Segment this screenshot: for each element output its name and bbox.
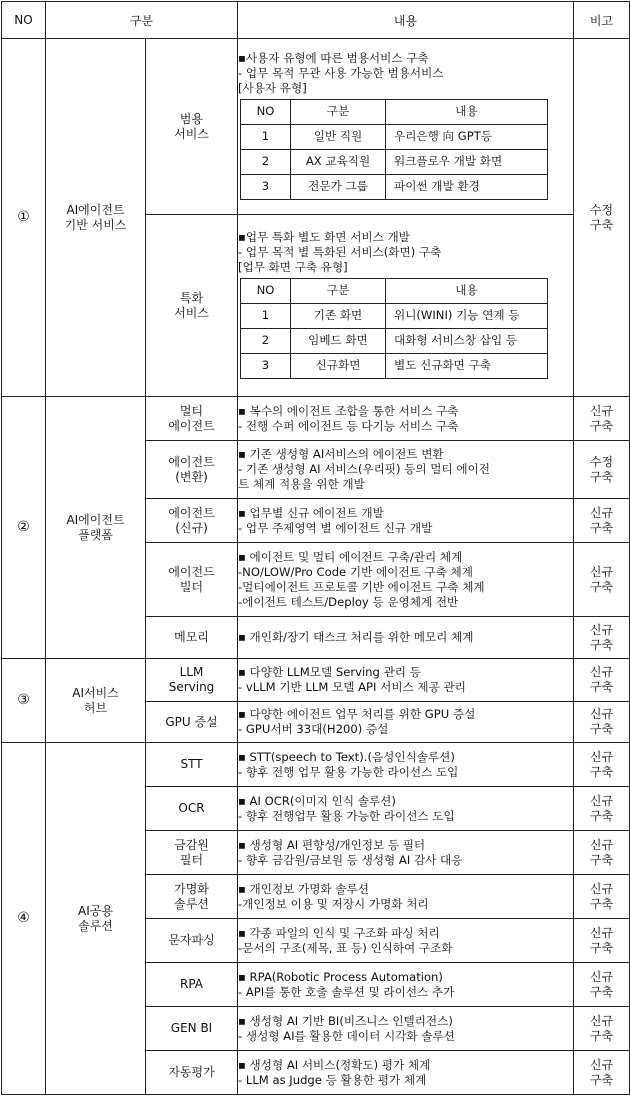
content-line: - 생성형 AI를 활용한 데이터 시각화 솔루션: [238, 1028, 455, 1043]
content-line: - LLM as Judge 등 활용한 평가 체계: [238, 1072, 427, 1087]
sub-header-no: NO: [241, 99, 291, 124]
content-line: ▪ 생성형 AI 서비스(정확도) 평가 체계: [238, 1057, 431, 1072]
content-line: [사용자 유형]: [238, 80, 307, 95]
sub-header-content: 내용: [386, 278, 548, 303]
content-cell: [238, 39, 574, 215]
sub-cell: 신규화면: [291, 353, 386, 378]
note-cell: 수정 구축: [574, 441, 630, 499]
note-cell: 신규 구축: [574, 963, 630, 1007]
sub-category: LLM Serving: [146, 659, 238, 702]
content-line: - 업무 주제영역 별 에이전트 신규 개발: [238, 520, 433, 535]
content-line: ▪ 각종 파일의 인식 및 구조화 파싱 처리: [238, 925, 440, 940]
group-1-name: AI에이전트 기반 서비스: [46, 39, 146, 397]
group-4-row-1: [2, 743, 630, 787]
content-cell: [238, 543, 574, 617]
group-4-no: ④: [2, 743, 46, 1095]
content-line: -멀티에이전트 프로토콜 기반 에이전트 구축 체계: [238, 579, 485, 594]
content-line: -문서의 구조(제목, 표 등) 인식하여 구조화: [238, 940, 453, 955]
group-1-no: ①: [2, 39, 46, 397]
content-line: -에이전트 테스트/Deploy 등 운영체계 전반: [238, 594, 459, 609]
header-content: 내용: [238, 2, 574, 39]
sub-cell: 위니(WINI) 기능 연계 등: [386, 303, 548, 328]
sub-cell: 파이썬 개발 환경: [386, 174, 548, 199]
content-line: 트 체계 적용을 위한 개발: [238, 477, 365, 491]
header-row: [2, 2, 630, 39]
sub-cell: AX 교육직원: [291, 149, 386, 174]
sub-category: STT: [146, 743, 238, 787]
group-2-name: AI에이전트 플랫폼: [46, 397, 146, 659]
content-line: - 업무 목적 무관 사용 가능한 범용서비스: [238, 65, 444, 80]
note-cell: 신규 구축: [574, 1007, 630, 1051]
content-line: - vLLM 기반 LLM 모델 API 서비스 제공 관리: [238, 680, 466, 694]
content-cell: [238, 875, 574, 919]
content-line: [업무 화면 구축 유형]: [238, 259, 348, 274]
sub-category: 멀티 에이전트: [146, 397, 238, 441]
content-line: - API를 통한 호출 솔루션 및 라이선스 추가: [238, 984, 455, 999]
sub-cell: 워크플로우 개발 화면: [386, 149, 548, 174]
content-cell: [238, 659, 574, 702]
note-cell: 신규 구축: [574, 743, 630, 787]
content-cell: [238, 787, 574, 831]
content-line: - 향후 금감원/금보원 등 생성형 AI 감사 대응: [238, 852, 463, 867]
content-line: ▪ 다양한 LLM모델 Serving 관리 등: [238, 665, 421, 679]
content-cell: [238, 617, 574, 659]
sub-category: 가명화 솔루션: [146, 875, 238, 919]
note-cell: 신규 구축: [574, 499, 630, 543]
content-cell: [238, 963, 574, 1007]
sub-cell: 3: [241, 174, 291, 199]
sub-cell: 2: [241, 149, 291, 174]
group-1-row-1: [2, 39, 630, 215]
content-cell: [238, 215, 574, 397]
sub-cell: 별도 신규화면 구축: [386, 353, 548, 378]
sub-header-no: NO: [241, 278, 291, 303]
note-cell: 신규 구축: [574, 875, 630, 919]
content-line: ▪ 기존 생성형 AI서비스의 에이전트 변환: [238, 447, 444, 461]
group-4-name: AI공용 솔루션: [46, 743, 146, 1095]
sub-cell: 대화형 서비스창 삽입 등: [386, 328, 548, 353]
content-line: ▪ 개인화/장기 태스크 처리를 위한 메모리 체계: [238, 630, 474, 644]
sub-cell: 일반 직원: [291, 124, 386, 149]
content-cell: [238, 499, 574, 543]
content-cell: [238, 397, 574, 441]
content-cell: [238, 1007, 574, 1051]
sub-table-header: [241, 99, 548, 124]
content-line: ▪ 업무별 신규 에이전트 개발: [238, 505, 384, 520]
sub-category: 에이전트 (신규): [146, 499, 238, 543]
sub-category: 에이전트 (변환): [146, 441, 238, 499]
content-line: ▪ STT(speech to Text).(음성인식솔루션): [238, 749, 455, 764]
sub-cell: 2: [241, 328, 291, 353]
sub-category: 문자파싱: [146, 919, 238, 963]
content-line: ▪ 생성형 AI 편향성/개인정보 등 필터: [238, 837, 426, 852]
content-cell: [238, 919, 574, 963]
sub-table-header: [241, 278, 548, 303]
sub-category: 범용 서비스: [146, 39, 238, 215]
sub-cell: 1: [241, 124, 291, 149]
content-line: ▪ 에이전트 및 멀티 에이전트 구축/관리 체계: [238, 549, 463, 564]
content-cell: [238, 743, 574, 787]
user-type-table: [240, 99, 548, 200]
note-cell: 신규 구축: [574, 787, 630, 831]
content-cell: [238, 702, 574, 743]
sub-header-category: 구분: [291, 278, 386, 303]
sub-category: 에이전드 빌더: [146, 543, 238, 617]
header-no: NO: [2, 2, 46, 39]
header-category: 구분: [46, 2, 238, 39]
note-cell: 신규 구축: [574, 1051, 630, 1095]
sub-table-row: [241, 328, 548, 353]
sub-table-row: [241, 149, 548, 174]
sub-category: OCR: [146, 787, 238, 831]
sub-table-row: [241, 303, 548, 328]
note-cell: 신규 구축: [574, 702, 630, 743]
screen-type-table: [240, 278, 548, 379]
content-line: ▪사용자 유형에 따른 범용서비스 구축: [238, 50, 429, 65]
content-line: ▪업무 특화 별도 화면 서비스 개발: [238, 229, 410, 244]
content-line: ▪ AI OCR(이미지 인식 솔루션): [238, 793, 396, 808]
sub-cell: 임베드 화면: [291, 328, 386, 353]
group-3-no: ③: [2, 659, 46, 743]
group-3-row-1: [2, 659, 630, 702]
note-cell: 신규 구축: [574, 659, 630, 702]
ai-project-table: [1, 1, 630, 1095]
content-line: ▪ RPA(Robotic Process Automation): [238, 969, 443, 984]
sub-category: 금감원 필터: [146, 831, 238, 875]
group-3-name: AI서비스 허브: [46, 659, 146, 743]
header-note: 비고: [574, 2, 630, 39]
group-2-row-1: [2, 397, 630, 441]
content-line: - 전행 수퍼 에이전트 등 다기능 서비스 구축: [238, 418, 459, 433]
content-line: - 향후 전행 업무 활용 가능한 라이선스 도입: [238, 764, 459, 779]
sub-category: 자동평가: [146, 1051, 238, 1095]
content-line: ▪ 복수의 에이전트 조합을 통한 서비스 구축: [238, 403, 459, 418]
content-line: ▪ 다양한 에이전트 업무 처리를 위한 GPU 증설: [238, 707, 476, 721]
note-cell: 신규 구축: [574, 543, 630, 617]
sub-header-category: 구분: [291, 99, 386, 124]
sub-cell: 기존 화면: [291, 303, 386, 328]
sub-cell: 전문가 그룹: [291, 174, 386, 199]
content-line: -개인정보 이용 및 저장시 가명화 처리: [238, 896, 429, 911]
note-cell: 신규 구축: [574, 919, 630, 963]
sub-category: GEN BI: [146, 1007, 238, 1051]
sub-table-row: [241, 174, 548, 199]
sub-cell: 3: [241, 353, 291, 378]
sub-table-row: [241, 124, 548, 149]
content-line: - GPU서버 33대(H200) 증설: [238, 722, 389, 736]
note-cell: 수정 구축: [574, 39, 630, 397]
sub-category: RPA: [146, 963, 238, 1007]
content-line: - 업무 목적 별 특화된 서비스(화면) 구축: [238, 244, 442, 259]
content-line: - 향후 전행업무 활용 가능한 라이선스 도입: [238, 808, 455, 823]
sub-table-row: [241, 353, 548, 378]
sub-category: 메모리: [146, 617, 238, 659]
content-cell: [238, 1051, 574, 1095]
sub-header-content: 내용: [386, 99, 548, 124]
content-line: ▪ 생성형 AI 기반 BI(비즈니스 인텔리전스): [238, 1013, 453, 1028]
content-cell: [238, 831, 574, 875]
sub-category: 특화 서비스: [146, 215, 238, 397]
content-line: -NO/LOW/Pro Code 기반 에이전트 구축 체계: [238, 564, 473, 579]
content-line: - 기존 생성형 AI 서비스(우리핏) 등의 멀티 에이전: [238, 462, 490, 476]
content-cell: [238, 441, 574, 499]
note-cell: 신규 구축: [574, 831, 630, 875]
sub-cell: 우리은행 向 GPT등: [386, 124, 548, 149]
note-cell: 신규 구축: [574, 397, 630, 441]
content-line: ▪ 개인정보 가명화 솔루션: [238, 881, 369, 896]
group-2-no: ②: [2, 397, 46, 659]
note-cell: 신규 구축: [574, 617, 630, 659]
sub-category: GPU 증설: [146, 702, 238, 743]
sub-cell: 1: [241, 303, 291, 328]
